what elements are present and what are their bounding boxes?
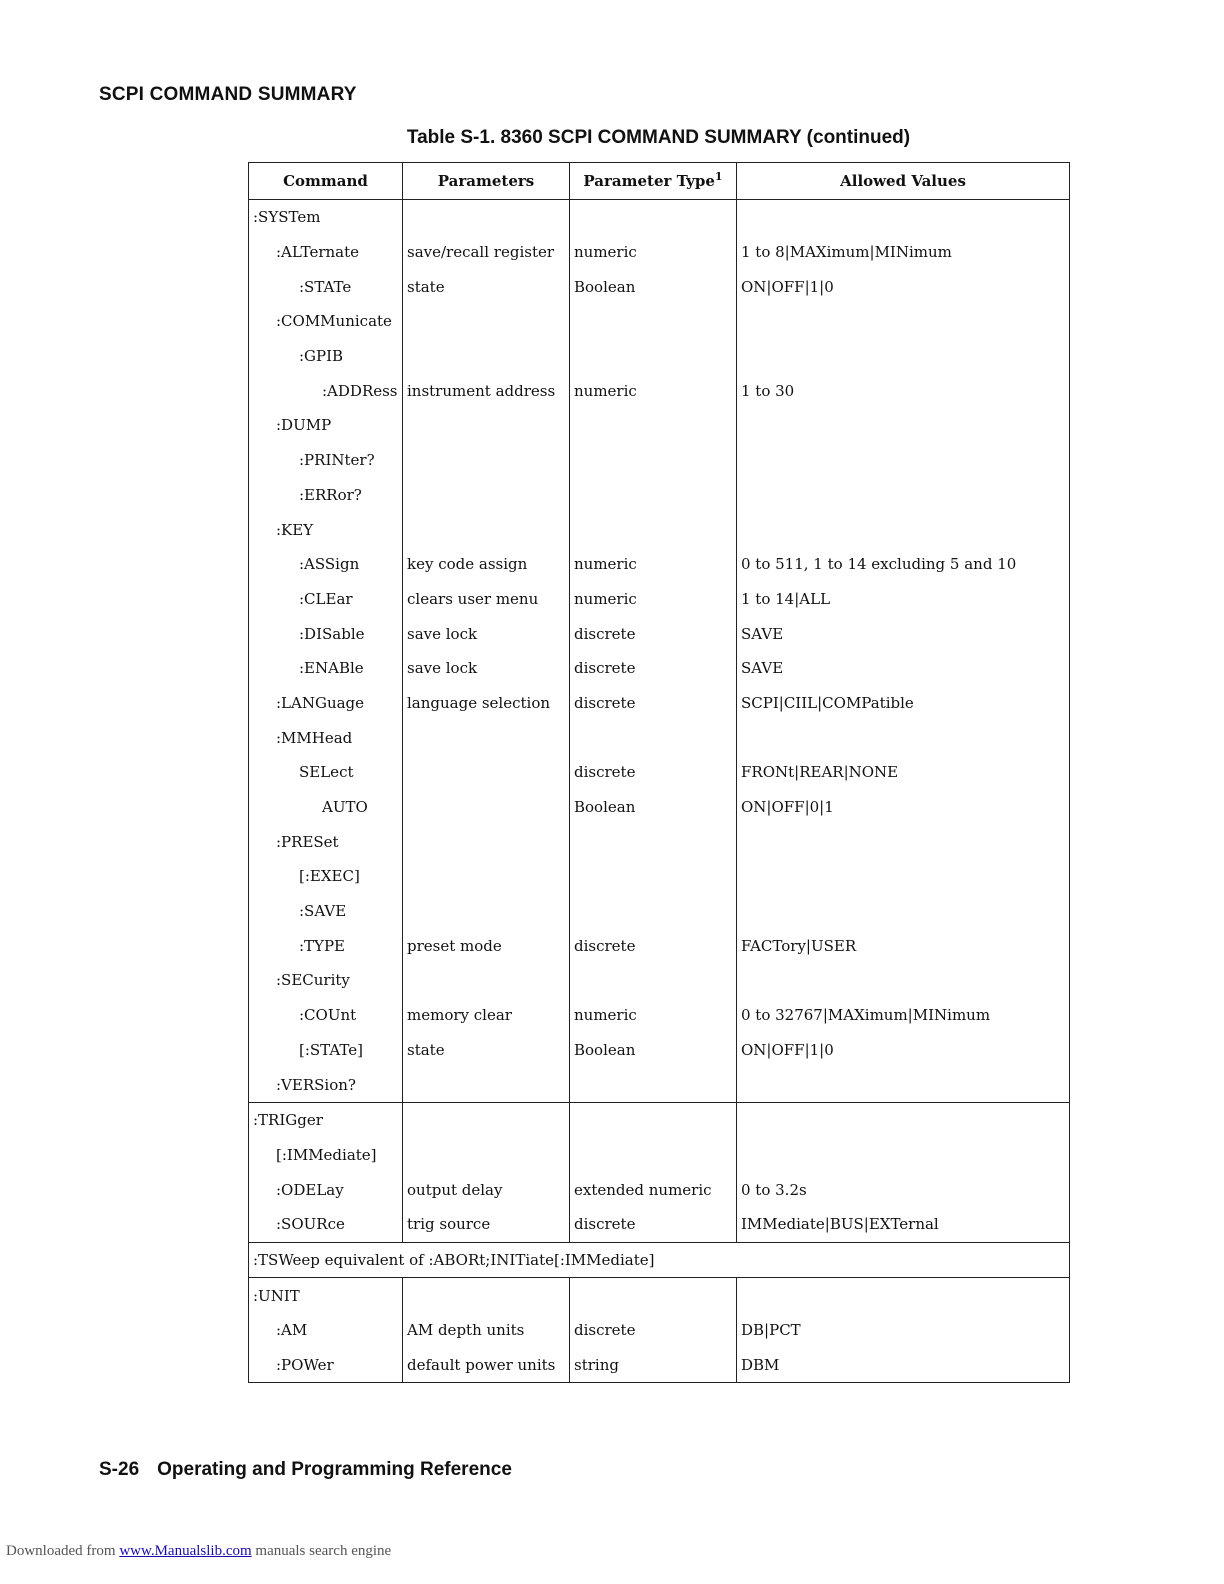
allowed-values-cell (737, 443, 1070, 478)
allowed-values-cell (737, 859, 1070, 894)
table-row (249, 1033, 1070, 1068)
parameters-cell: memory clear (403, 998, 570, 1033)
command-cell: :CLEar (249, 582, 403, 617)
header-parameters: Parameters (403, 163, 570, 200)
download-prefix: Downloaded from (6, 1543, 120, 1559)
parameters-cell: clears user menu (403, 582, 570, 617)
allowed-values-cell: SAVE (737, 651, 1070, 686)
table-row (249, 1278, 1070, 1313)
allowed-values-cell: ON|OFF|1|0 (737, 1033, 1070, 1068)
command-cell: AUTO (249, 790, 403, 825)
command-cell: :STATe (249, 269, 403, 304)
parameter-type-cell: string (570, 1348, 737, 1383)
download-suffix: manuals search engine (251, 1543, 392, 1559)
allowed-values-cell: 0 to 32767|MAXimum|MINimum (737, 998, 1070, 1033)
command-cell: :AM (249, 1313, 403, 1348)
allowed-values-cell (737, 1102, 1070, 1137)
allowed-values-cell: DB|PCT (737, 1313, 1070, 1348)
parameter-type-cell (570, 1138, 737, 1173)
command-cell: :ERRor? (249, 478, 403, 513)
parameter-type-cell (570, 1067, 737, 1102)
allowed-values-cell (737, 478, 1070, 513)
command-cell: :POWer (249, 1348, 403, 1383)
allowed-values-cell (737, 304, 1070, 339)
table-row (249, 339, 1070, 374)
allowed-values-cell (737, 894, 1070, 929)
table-row (249, 512, 1070, 547)
allowed-values-cell (737, 824, 1070, 859)
parameter-type-cell (570, 1278, 737, 1313)
parameters-cell (403, 963, 570, 998)
allowed-values-cell: FACTory|USER (737, 928, 1070, 963)
parameter-type-cell (570, 408, 737, 443)
command-cell: :TYPE (249, 928, 403, 963)
allowed-values-cell (737, 1278, 1070, 1313)
parameters-cell: save lock (403, 616, 570, 651)
table-row (249, 859, 1070, 894)
parameter-type-cell: discrete (570, 616, 737, 651)
parameter-type-cell: numeric (570, 373, 737, 408)
command-cell: :SOURce (249, 1207, 403, 1242)
command-cell: :ENABle (249, 651, 403, 686)
table-row (249, 478, 1070, 513)
command-cell: :COUnt (249, 998, 403, 1033)
table-row (249, 1207, 1070, 1242)
table-row (249, 790, 1070, 825)
table-row (249, 963, 1070, 998)
parameters-cell (403, 512, 570, 547)
table-row (249, 235, 1070, 270)
command-cell: SELect (249, 755, 403, 790)
parameter-type-cell: numeric (570, 582, 737, 617)
parameter-type-cell: discrete (570, 651, 737, 686)
parameters-cell: state (403, 269, 570, 304)
parameters-cell (403, 478, 570, 513)
table-row (249, 1172, 1070, 1207)
command-cell: :ODELay (249, 1172, 403, 1207)
table-row (249, 720, 1070, 755)
allowed-values-cell: 0 to 511, 1 to 14 excluding 5 and 10 (737, 547, 1070, 582)
parameter-type-cell (570, 1102, 737, 1137)
parameters-cell (403, 200, 570, 235)
parameter-type-cell: discrete (570, 755, 737, 790)
parameter-type-cell (570, 443, 737, 478)
parameter-type-cell (570, 824, 737, 859)
parameter-type-cell (570, 894, 737, 929)
parameters-cell (403, 790, 570, 825)
table-group (249, 1278, 1070, 1383)
table-row (249, 1102, 1070, 1137)
command-cell: :VERSion? (249, 1067, 403, 1102)
parameters-cell (403, 339, 570, 374)
command-cell: :PRESet (249, 824, 403, 859)
allowed-values-cell: SAVE (737, 616, 1070, 651)
command-cell: :TRIGger (249, 1102, 403, 1137)
parameters-cell (403, 894, 570, 929)
command-cell: :ALTernate (249, 235, 403, 270)
page-number: S-26 (99, 1459, 140, 1480)
allowed-values-cell: 0 to 3.2s (737, 1172, 1070, 1207)
command-cell: :MMHead (249, 720, 403, 755)
allowed-values-cell: IMMediate|BUS|EXTernal (737, 1207, 1070, 1242)
table-row (249, 200, 1070, 235)
parameters-cell: save/recall register (403, 235, 570, 270)
allowed-values-cell (737, 720, 1070, 755)
table-header-row (249, 163, 1070, 200)
parameters-cell (403, 824, 570, 859)
parameters-cell: default power units (403, 1348, 570, 1383)
allowed-values-cell (737, 408, 1070, 443)
table-row (249, 304, 1070, 339)
command-cell: :COMMunicate (249, 304, 403, 339)
table-row (249, 443, 1070, 478)
command-cell: :ADDRess (249, 373, 403, 408)
parameters-cell: language selection (403, 686, 570, 721)
table-row (249, 1313, 1070, 1348)
allowed-values-cell (737, 200, 1070, 235)
parameters-cell (403, 408, 570, 443)
table-group (249, 1102, 1070, 1242)
parameter-type-cell (570, 478, 737, 513)
parameter-type-cell: discrete (570, 686, 737, 721)
parameter-type-cell (570, 512, 737, 547)
command-cell: :LANGuage (249, 686, 403, 721)
parameters-cell (403, 859, 570, 894)
parameters-cell: AM depth units (403, 1313, 570, 1348)
allowed-values-cell: ON|OFF|1|0 (737, 269, 1070, 304)
table-row (249, 755, 1070, 790)
command-cell: :UNIT (249, 1278, 403, 1313)
command-cell: :DUMP (249, 408, 403, 443)
command-cell: :PRINter? (249, 443, 403, 478)
allowed-values-cell: 1 to 14|ALL (737, 582, 1070, 617)
table-row (249, 651, 1070, 686)
header-allowed-values: Allowed Values (737, 163, 1070, 200)
section-header: SCPI COMMAND SUMMARY (99, 84, 357, 105)
parameter-type-cell: numeric (570, 235, 737, 270)
table-row (249, 894, 1070, 929)
parameter-type-cell: numeric (570, 998, 737, 1033)
command-cell: :SECurity (249, 963, 403, 998)
table-title: Table S-1. 8360 SCPI COMMAND SUMMARY (continued) (406, 127, 911, 148)
header-command: Command (249, 163, 403, 200)
table-row (249, 1242, 1070, 1278)
footnote-marker: 1 (714, 170, 723, 183)
parameter-type-cell (570, 339, 737, 374)
table-group (249, 200, 1070, 1103)
allowed-values-cell (737, 1138, 1070, 1173)
table-group (249, 1242, 1070, 1278)
parameter-type-cell (570, 859, 737, 894)
parameter-type-cell: discrete (570, 1313, 737, 1348)
allowed-values-cell: SCPI|CIIL|COMPatible (737, 686, 1070, 721)
parameter-type-cell: Boolean (570, 1033, 737, 1068)
command-cell: [:EXEC] (249, 859, 403, 894)
manualslib-link[interactable]: www.Manualslib.com (119, 1543, 252, 1559)
allowed-values-cell: DBM (737, 1348, 1070, 1383)
command-cell: :SYSTem (249, 200, 403, 235)
table-row (249, 547, 1070, 582)
table-row (249, 1138, 1070, 1173)
footer-title: Operating and Programming Reference (157, 1459, 512, 1480)
parameter-type-cell (570, 963, 737, 998)
table-row (249, 373, 1070, 408)
allowed-values-cell (737, 512, 1070, 547)
command-cell: :SAVE (249, 894, 403, 929)
parameters-cell (403, 720, 570, 755)
allowed-values-cell (737, 963, 1070, 998)
parameter-type-cell: discrete (570, 1207, 737, 1242)
command-cell: [:STATe] (249, 1033, 403, 1068)
parameters-cell: preset mode (403, 928, 570, 963)
table-row (249, 824, 1070, 859)
allowed-values-cell (737, 1067, 1070, 1102)
parameters-cell (403, 755, 570, 790)
table-row (249, 686, 1070, 721)
parameters-cell: state (403, 1033, 570, 1068)
parameter-type-cell: numeric (570, 547, 737, 582)
table-row (249, 1067, 1070, 1102)
parameter-type-cell: extended numeric (570, 1172, 737, 1207)
table-row (249, 616, 1070, 651)
parameter-type-cell: Boolean (570, 269, 737, 304)
parameter-type-cell: discrete (570, 928, 737, 963)
command-cell: :GPIB (249, 339, 403, 374)
parameters-cell (403, 304, 570, 339)
command-summary-table (248, 162, 1070, 1383)
span-cell: :TSWeep equivalent of :ABORt;INITiate[:IMMediate] (249, 1242, 1070, 1278)
parameters-cell: output delay (403, 1172, 570, 1207)
parameter-type-cell (570, 304, 737, 339)
parameters-cell (403, 443, 570, 478)
table-row (249, 582, 1070, 617)
header-parameter-type: Parameter Type$^1$ (570, 163, 737, 200)
table-row (249, 269, 1070, 304)
page-footer (99, 1459, 512, 1481)
parameters-cell (403, 1102, 570, 1137)
parameters-cell (403, 1067, 570, 1102)
command-cell: :ASSign (249, 547, 403, 582)
allowed-values-cell: 1 to 30 (737, 373, 1070, 408)
table-row (249, 1348, 1070, 1383)
parameters-cell (403, 1138, 570, 1173)
allowed-values-cell: FRONt|REAR|NONE (737, 755, 1070, 790)
table-row (249, 928, 1070, 963)
command-cell: [:IMMediate] (249, 1138, 403, 1173)
allowed-values-cell (737, 339, 1070, 374)
table-row (249, 408, 1070, 443)
download-attribution (6, 1543, 391, 1560)
parameter-type-cell (570, 720, 737, 755)
parameters-cell (403, 1278, 570, 1313)
command-cell: :KEY (249, 512, 403, 547)
parameters-cell: save lock (403, 651, 570, 686)
allowed-values-cell: 1 to 8|MAXimum|MINimum (737, 235, 1070, 270)
allowed-values-cell: ON|OFF|0|1 (737, 790, 1070, 825)
parameter-type-cell: Boolean (570, 790, 737, 825)
table-row (249, 998, 1070, 1033)
parameters-cell: trig source (403, 1207, 570, 1242)
parameters-cell: instrument address (403, 373, 570, 408)
parameter-type-cell (570, 200, 737, 235)
parameters-cell: key code assign (403, 547, 570, 582)
command-cell: :DISable (249, 616, 403, 651)
